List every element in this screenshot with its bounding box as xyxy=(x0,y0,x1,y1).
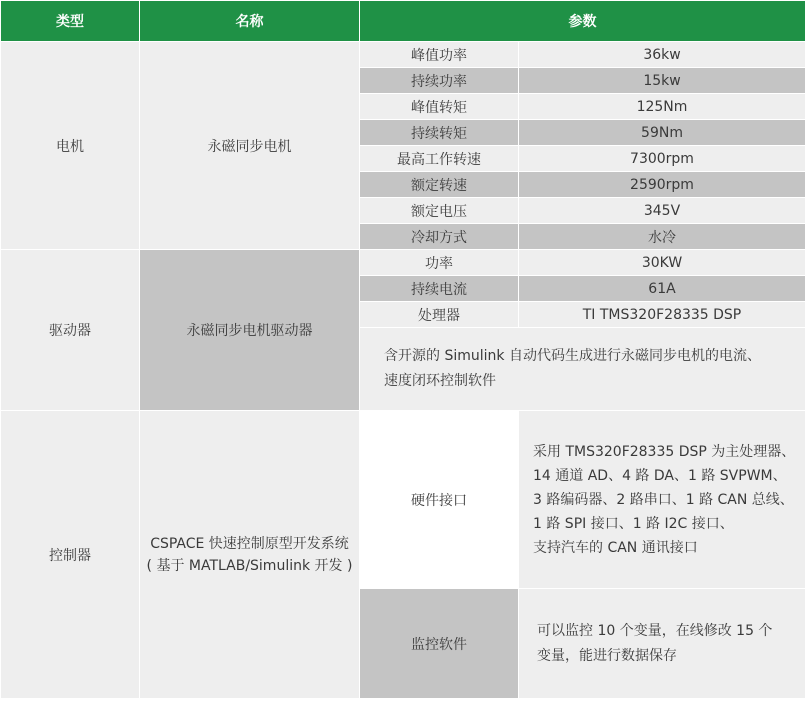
hardware-line: 14 通道 AD、4 路 DA、1 路 SVPWM、 xyxy=(533,467,787,484)
param-value: 15kw xyxy=(519,68,805,94)
param-label: 峰值功率 xyxy=(360,42,519,68)
hardware-label: 硬件接口 xyxy=(360,411,519,589)
param-label: 处理器 xyxy=(360,302,519,328)
table-row xyxy=(1,250,805,276)
param-label: 持续功率 xyxy=(360,68,519,94)
header-row xyxy=(1,1,805,42)
hardware-desc xyxy=(519,411,805,589)
driver-name: 永磁同步电机驱动器 xyxy=(140,250,360,411)
param-label: 持续转矩 xyxy=(360,120,519,146)
motor-name: 永磁同步电机 xyxy=(140,42,360,250)
param-value: 36kw xyxy=(519,42,805,68)
software-line: 可以监控 10 个变量，在线修改 15 个 xyxy=(537,622,773,639)
controller-type: 控制器 xyxy=(1,411,140,699)
hardware-line: 3 路编码器、2 路串口、1 路 CAN 总线、 xyxy=(533,491,794,508)
param-label: 冷却方式 xyxy=(360,224,519,250)
software-desc xyxy=(519,589,805,699)
header-type: 类型 xyxy=(1,1,140,42)
param-value: 345V xyxy=(519,198,805,224)
param-value: 30KW xyxy=(519,250,805,276)
header-name: 名称 xyxy=(140,1,360,42)
param-value: 水冷 xyxy=(519,224,805,250)
param-value: 125Nm xyxy=(519,94,805,120)
motor-type: 电机 xyxy=(1,42,140,250)
param-label: 峰值转矩 xyxy=(360,94,519,120)
param-value: TI TMS320F28335 DSP xyxy=(519,302,805,328)
software-line: 变量，能进行数据保存 xyxy=(537,647,677,664)
param-label: 功率 xyxy=(360,250,519,276)
table-row xyxy=(1,42,805,68)
param-label: 持续电流 xyxy=(360,276,519,302)
driver-type: 驱动器 xyxy=(1,250,140,411)
hardware-line: 支持汽车的 CAN 通讯接口 xyxy=(533,539,698,556)
param-value: 59Nm xyxy=(519,120,805,146)
param-label: 最高工作转速 xyxy=(360,146,519,172)
driver-description xyxy=(360,328,805,411)
controller-name-line: ( 基于 MATLAB/Simulink 开发 ) xyxy=(146,557,353,574)
controller-name-line: CSPACE 快速控制原型开发系统 xyxy=(150,535,349,552)
software-label: 监控软件 xyxy=(360,589,519,699)
hardware-line: 采用 TMS320F28335 DSP 为主处理器、 xyxy=(533,443,796,460)
hardware-line: 1 路 SPI 接口、1 路 I2C 接口、 xyxy=(533,515,734,532)
param-value: 7300rpm xyxy=(519,146,805,172)
param-value: 61A xyxy=(519,276,805,302)
param-label: 额定转速 xyxy=(360,172,519,198)
controller-name xyxy=(140,411,360,699)
header-params: 参数 xyxy=(360,1,805,42)
table-row xyxy=(1,411,805,589)
param-label: 额定电压 xyxy=(360,198,519,224)
description-line: 含开源的 Simulink 自动代码生成进行永磁同步电机的电流、 xyxy=(384,348,761,364)
description-line: 速度闭环控制软件 xyxy=(384,373,496,389)
param-value: 2590rpm xyxy=(519,172,805,198)
